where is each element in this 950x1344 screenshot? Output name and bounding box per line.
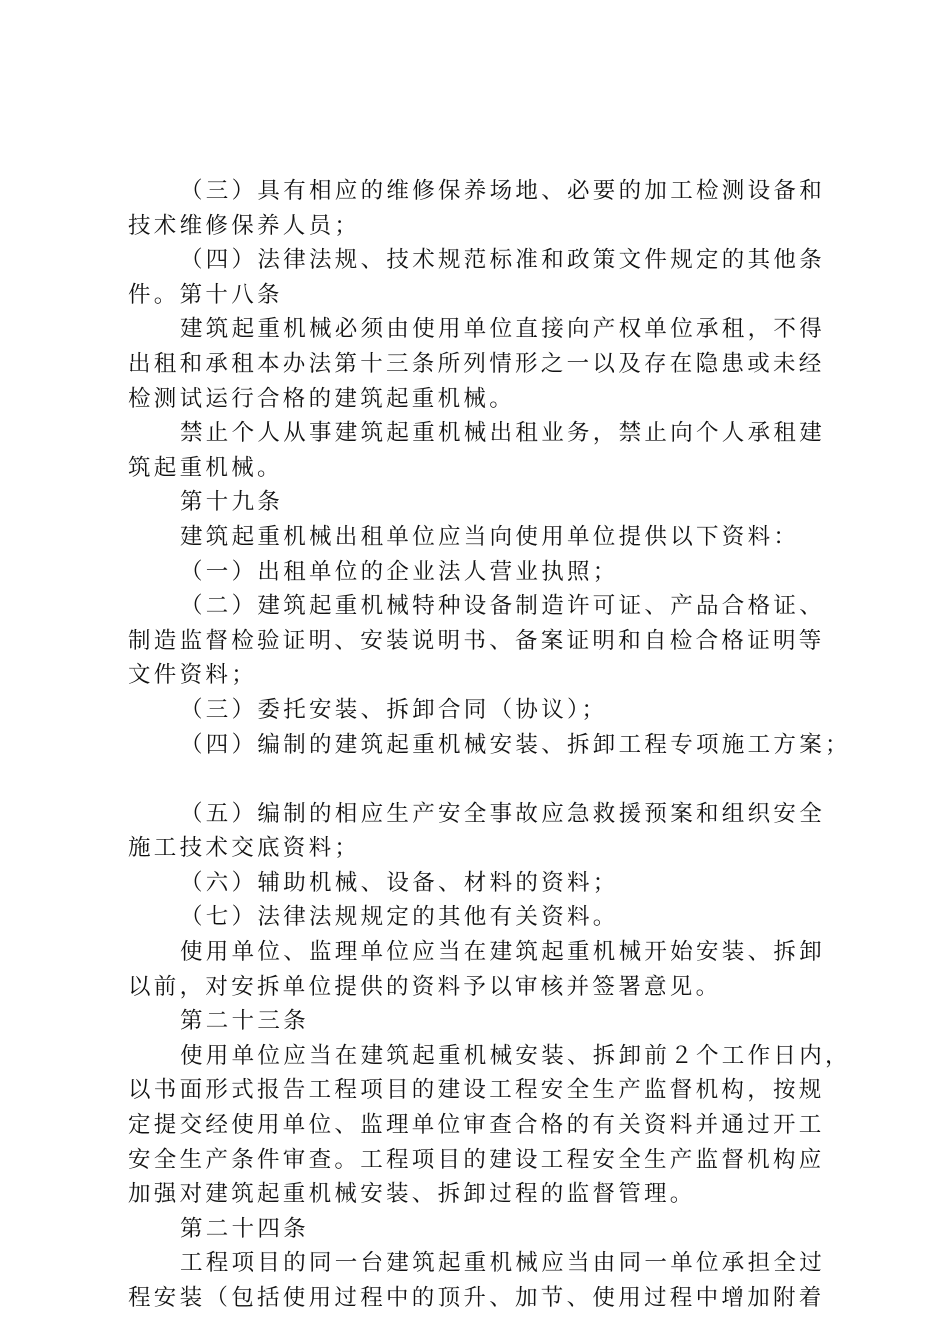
article-heading: 第二十四条 xyxy=(180,1215,310,1242)
text-line: （六）辅助机械、设备、材料的资料； xyxy=(180,869,619,896)
text-line: 使用单位应当在建筑起重机械安装、拆卸前２个工作日内， xyxy=(180,1042,851,1069)
text-line: 禁止个人从事建筑起重机械出租业务，禁止向个人承租建 xyxy=(180,420,826,447)
text-line: （三）具有相应的维修保养场地、必要的加工检测设备和 xyxy=(180,178,826,204)
text-line: 件。第十八条 xyxy=(128,281,283,308)
text-line: （二）建筑起重机械特种设备制造许可证、产品合格证、 xyxy=(180,593,826,620)
text-line: （五）编制的相应生产安全事故应急救援预案和组织安全 xyxy=(180,800,826,827)
text-line: 制造监督检验证明、安装说明书、备案证明和自检合格证明等 xyxy=(128,627,825,654)
document-body xyxy=(128,174,851,1316)
text-line: 安全生产条件审查。工程项目的建设工程安全生产监督机构应 xyxy=(128,1146,825,1173)
article-heading: 第二十三条 xyxy=(180,1008,310,1035)
text-line: 文件资料； xyxy=(128,662,258,689)
article-heading: 第十九条 xyxy=(180,489,284,516)
text-line: （一）出租单位的企业法人营业执照； xyxy=(180,558,619,585)
text-line: 筑起重机械。 xyxy=(128,454,283,481)
text-line: 技术维修保养人员； xyxy=(128,212,361,239)
text-line: 施工技术交底资料； xyxy=(128,835,361,862)
text-line: （四）法律法规、技术规范标准和政策文件规定的其他条 xyxy=(180,247,826,274)
text-line: 检测试运行合格的建筑起重机械。 xyxy=(128,385,516,412)
text-line: 使用单位、监理单位应当在建筑起重机械开始安装、拆卸 xyxy=(180,939,826,966)
text-line: 程安装（包括使用过程中的顶升、加节、使用过程中增加附着 xyxy=(128,1285,825,1311)
text-line: 建筑起重机械必须由使用单位直接向产权单位承租，不得 xyxy=(180,316,826,343)
text-line: （三）委托安装、拆卸合同（协议）； xyxy=(180,696,608,723)
blank-line xyxy=(128,762,848,797)
text-line: 以前，对安拆单位提供的资料予以审核并签署意见。 xyxy=(128,973,722,1000)
text-line: 以书面形式报告工程项目的建设工程安全生产监督机构，按规 xyxy=(128,1077,825,1104)
text-line: 出租和承租本办法第十三条所列情形之一以及存在隐患或未经 xyxy=(128,350,825,377)
text-line: 加强对建筑起重机械安装、拆卸过程的监督管理。 xyxy=(128,1181,696,1208)
text-line: 定提交经使用单位、监理单位审查合格的有关资料并通过开工 xyxy=(128,1112,825,1139)
text-line: （七）法律法规规定的其他有关资料。 xyxy=(180,904,619,931)
text-line: 工程项目的同一台建筑起重机械应当由同一单位承担全过 xyxy=(180,1250,826,1277)
text-line: （四）编制的建筑起重机械安装、拆卸工程专项施工方案； xyxy=(180,731,851,758)
text-line: 建筑起重机械出租单位应当向使用单位提供以下资料： xyxy=(180,523,800,550)
